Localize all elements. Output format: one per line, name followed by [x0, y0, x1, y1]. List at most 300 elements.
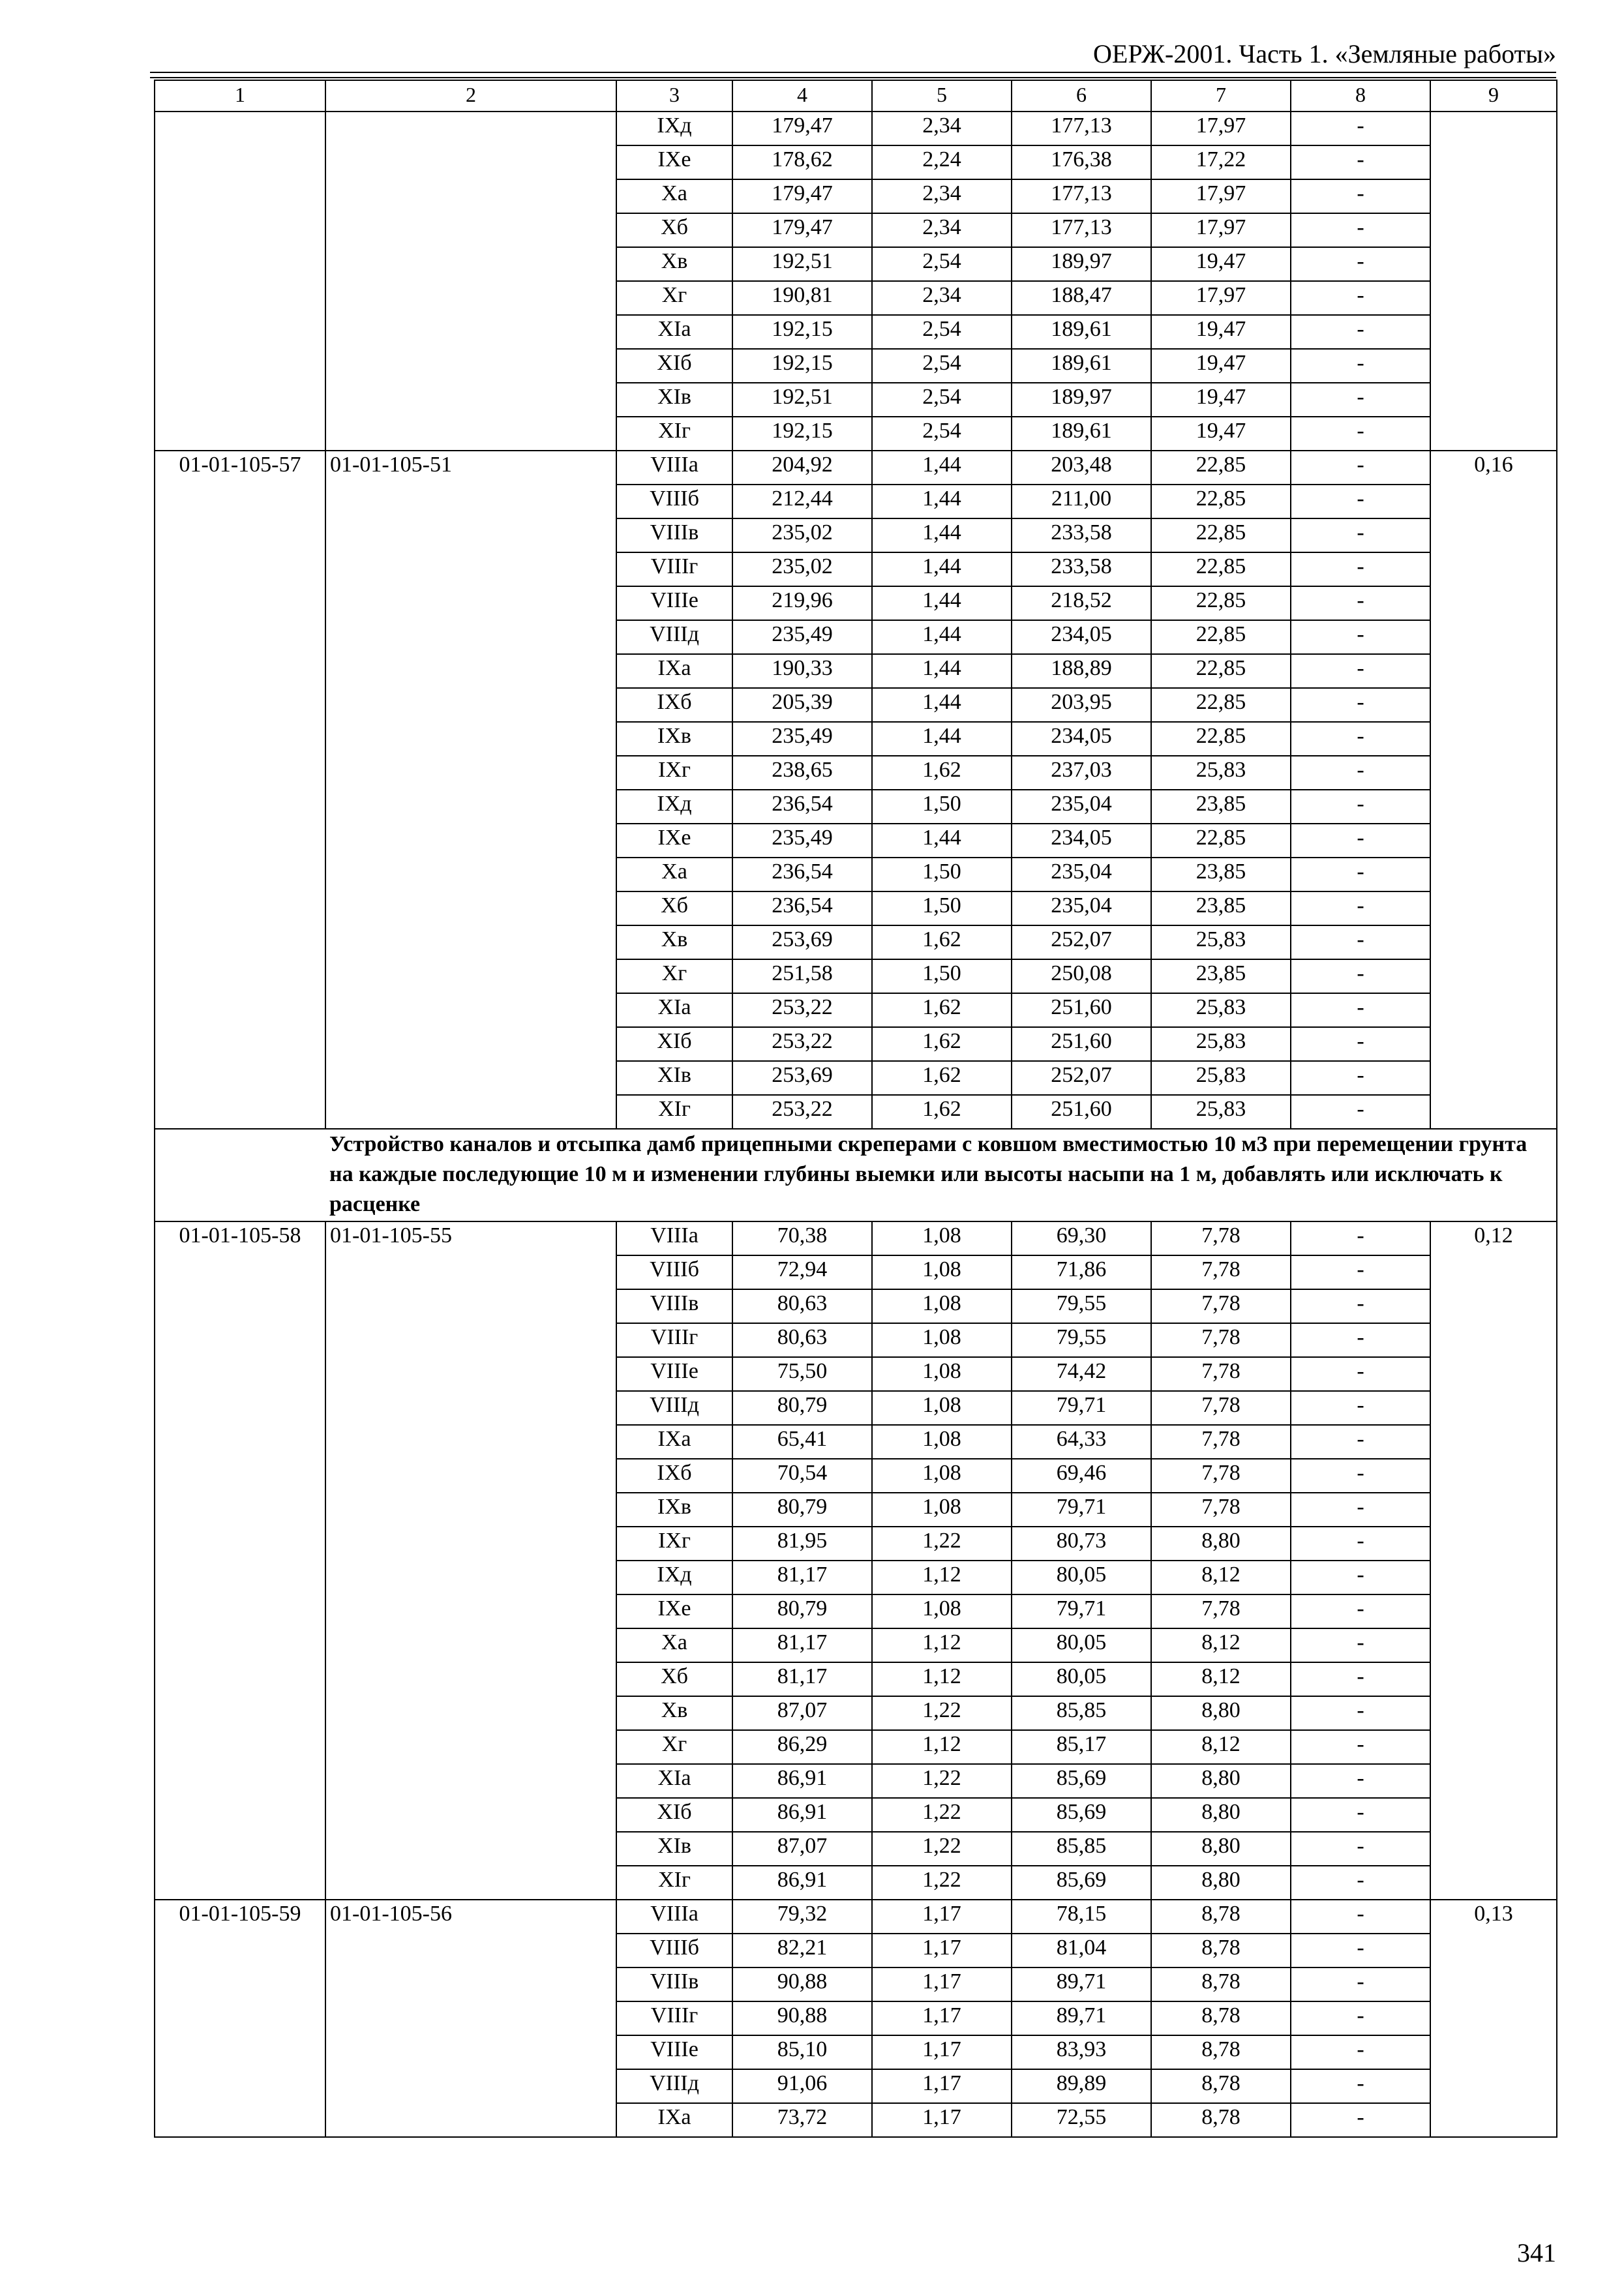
materials-cell: - — [1291, 2069, 1430, 2103]
soil-group-cell: Xа — [616, 1628, 732, 1662]
base-rate-code-cell — [325, 586, 616, 620]
soil-group-cell: XIа — [616, 1764, 732, 1798]
machine-cost-cell: 189,61 — [1012, 417, 1151, 451]
labor-cost-cell — [1430, 2103, 1557, 2137]
wages-cell: 1,62 — [872, 1027, 1012, 1061]
wages-cell: 1,08 — [872, 1221, 1012, 1255]
direct-cost-cell: 179,47 — [732, 213, 872, 247]
rate-code-cell — [155, 1391, 325, 1425]
labor-cost-cell — [1430, 1323, 1557, 1357]
rate-code-cell — [155, 1459, 325, 1493]
wages-cell: 1,17 — [872, 2103, 1012, 2137]
operator-wages-cell: 8,80 — [1151, 1866, 1291, 1900]
base-rate-code-cell — [325, 1696, 616, 1730]
labor-cost-cell — [1430, 654, 1557, 688]
wages-cell: 1,17 — [872, 2001, 1012, 2035]
operator-wages-cell: 8,78 — [1151, 2001, 1291, 2035]
machine-cost-cell: 69,46 — [1012, 1459, 1151, 1493]
direct-cost-cell: 253,69 — [732, 1061, 872, 1095]
base-rate-code-cell — [325, 1095, 616, 1129]
labor-cost-cell — [1430, 2001, 1557, 2035]
base-rate-code-cell — [325, 112, 616, 145]
soil-group-cell: Xб — [616, 1662, 732, 1696]
column-number: 5 — [872, 80, 1012, 112]
machine-cost-cell: 89,71 — [1012, 2001, 1151, 2035]
labor-cost-cell — [1430, 1493, 1557, 1527]
rate-code-cell — [155, 1764, 325, 1798]
wages-cell: 1,08 — [872, 1594, 1012, 1628]
table-row — [155, 2035, 1557, 2069]
materials-cell: - — [1291, 2001, 1430, 2035]
soil-group-cell: IXб — [616, 1459, 732, 1493]
direct-cost-cell: 75,50 — [732, 1357, 872, 1391]
base-rate-code-cell — [325, 1289, 616, 1323]
direct-cost-cell: 81,95 — [732, 1527, 872, 1561]
table-row — [155, 1527, 1557, 1561]
base-rate-code-cell — [325, 518, 616, 552]
soil-group-cell: XIв — [616, 1832, 732, 1866]
base-rate-code-cell — [325, 1628, 616, 1662]
base-rate-code-cell — [325, 213, 616, 247]
table-row — [155, 1764, 1557, 1798]
labor-cost-cell — [1430, 1967, 1557, 2001]
machine-cost-cell: 252,07 — [1012, 925, 1151, 959]
column-number: 1 — [155, 80, 325, 112]
base-rate-code-cell — [325, 552, 616, 586]
rate-code-cell — [155, 925, 325, 959]
table-row — [155, 1255, 1557, 1289]
soil-group-cell: IXг — [616, 1527, 732, 1561]
direct-cost-cell: 192,15 — [732, 417, 872, 451]
materials-cell: - — [1291, 1255, 1430, 1289]
soil-group-cell: XIа — [616, 993, 732, 1027]
labor-cost-cell — [1430, 1934, 1557, 1967]
direct-cost-cell: 65,41 — [732, 1425, 872, 1459]
wages-cell: 2,54 — [872, 383, 1012, 417]
rate-code-cell — [155, 2069, 325, 2103]
table-row — [155, 485, 1557, 518]
operator-wages-cell: 7,78 — [1151, 1425, 1291, 1459]
operator-wages-cell: 7,78 — [1151, 1221, 1291, 1255]
wages-cell: 1,22 — [872, 1764, 1012, 1798]
soil-group-cell: VIIIв — [616, 1289, 732, 1323]
machine-cost-cell: 251,60 — [1012, 993, 1151, 1027]
rate-code-cell — [155, 1832, 325, 1866]
materials-cell: - — [1291, 756, 1430, 790]
rate-code-cell — [155, 858, 325, 891]
rate-code-cell — [155, 1662, 325, 1696]
wages-cell: 2,54 — [872, 247, 1012, 281]
direct-cost-cell: 179,47 — [732, 179, 872, 213]
rate-code-cell — [155, 1594, 325, 1628]
operator-wages-cell: 25,83 — [1151, 1061, 1291, 1095]
soil-group-cell: VIIIд — [616, 1391, 732, 1425]
base-rate-code-cell: 01-01-105-55 — [325, 1221, 616, 1255]
direct-cost-cell: 205,39 — [732, 688, 872, 722]
machine-cost-cell: 189,61 — [1012, 349, 1151, 383]
labor-cost-cell — [1430, 1289, 1557, 1323]
table-row — [155, 1459, 1557, 1493]
wages-cell: 2,54 — [872, 315, 1012, 349]
machine-cost-cell: 80,05 — [1012, 1662, 1151, 1696]
soil-group-cell: VIIIа — [616, 1900, 732, 1934]
materials-cell: - — [1291, 620, 1430, 654]
rate-code-cell — [155, 349, 325, 383]
base-rate-code-cell — [325, 1594, 616, 1628]
operator-wages-cell: 23,85 — [1151, 959, 1291, 993]
wages-cell: 1,50 — [872, 790, 1012, 824]
table-row — [155, 315, 1557, 349]
operator-wages-cell: 8,80 — [1151, 1696, 1291, 1730]
rate-code-cell — [155, 1061, 325, 1095]
machine-cost-cell: 89,89 — [1012, 2069, 1151, 2103]
direct-cost-cell: 235,49 — [732, 620, 872, 654]
operator-wages-cell: 8,80 — [1151, 1527, 1291, 1561]
labor-cost-cell — [1430, 281, 1557, 315]
materials-cell: - — [1291, 790, 1430, 824]
wages-cell: 1,08 — [872, 1493, 1012, 1527]
soil-group-cell: VIIIв — [616, 1967, 732, 2001]
labor-cost-cell — [1430, 247, 1557, 281]
materials-cell: - — [1291, 1934, 1430, 1967]
machine-cost-cell: 177,13 — [1012, 179, 1151, 213]
labor-cost-cell — [1430, 1730, 1557, 1764]
column-number: 6 — [1012, 80, 1151, 112]
materials-cell: - — [1291, 485, 1430, 518]
table-row — [155, 925, 1557, 959]
labor-cost-cell — [1430, 552, 1557, 586]
direct-cost-cell: 235,02 — [732, 552, 872, 586]
soil-group-cell: VIIIб — [616, 1255, 732, 1289]
materials-cell: - — [1291, 1027, 1430, 1061]
labor-cost-cell — [1430, 145, 1557, 179]
machine-cost-cell: 72,55 — [1012, 2103, 1151, 2137]
machine-cost-cell: 234,05 — [1012, 620, 1151, 654]
table-row — [155, 1323, 1557, 1357]
operator-wages-cell: 22,85 — [1151, 586, 1291, 620]
machine-cost-cell: 251,60 — [1012, 1095, 1151, 1129]
labor-cost-cell — [1430, 790, 1557, 824]
base-rate-code-cell — [325, 654, 616, 688]
soil-group-cell: XIв — [616, 383, 732, 417]
soil-group-cell: VIIIе — [616, 1357, 732, 1391]
base-rate-code-cell — [325, 417, 616, 451]
direct-cost-cell: 86,91 — [732, 1798, 872, 1832]
labor-cost-cell — [1430, 518, 1557, 552]
machine-cost-cell: 71,86 — [1012, 1255, 1151, 1289]
base-rate-code-cell — [325, 1934, 616, 1967]
base-rate-code-cell — [325, 1764, 616, 1798]
materials-cell: - — [1291, 1527, 1430, 1561]
direct-cost-cell: 192,51 — [732, 247, 872, 281]
materials-cell: - — [1291, 722, 1430, 756]
labor-cost-cell — [1430, 891, 1557, 925]
machine-cost-cell: 80,05 — [1012, 1561, 1151, 1594]
materials-cell: - — [1291, 959, 1430, 993]
wages-cell: 1,22 — [872, 1798, 1012, 1832]
machine-cost-cell: 80,05 — [1012, 1628, 1151, 1662]
machine-cost-cell: 233,58 — [1012, 552, 1151, 586]
wages-cell: 2,54 — [872, 417, 1012, 451]
base-rate-code-cell — [325, 858, 616, 891]
operator-wages-cell: 25,83 — [1151, 756, 1291, 790]
table-row — [155, 1798, 1557, 1832]
base-rate-code-cell — [325, 925, 616, 959]
machine-cost-cell: 79,55 — [1012, 1323, 1151, 1357]
materials-cell: - — [1291, 1730, 1430, 1764]
machine-cost-cell: 237,03 — [1012, 756, 1151, 790]
materials-cell: - — [1291, 247, 1430, 281]
materials-cell: - — [1291, 891, 1430, 925]
direct-cost-cell: 235,02 — [732, 518, 872, 552]
base-rate-code-cell — [325, 790, 616, 824]
header-rule-double — [150, 77, 1556, 78]
labor-cost-cell: 0,13 — [1430, 1900, 1557, 1934]
soil-group-cell: VIIIд — [616, 620, 732, 654]
machine-cost-cell: 78,15 — [1012, 1900, 1151, 1934]
rate-code-cell — [155, 756, 325, 790]
wages-cell: 1,62 — [872, 1095, 1012, 1129]
table-row — [155, 1696, 1557, 1730]
column-number: 2 — [325, 80, 616, 112]
machine-cost-cell: 189,97 — [1012, 383, 1151, 417]
operator-wages-cell: 25,83 — [1151, 993, 1291, 1027]
wages-cell: 1,22 — [872, 1832, 1012, 1866]
operator-wages-cell: 8,12 — [1151, 1628, 1291, 1662]
operator-wages-cell: 7,78 — [1151, 1323, 1291, 1357]
direct-cost-cell: 72,94 — [732, 1255, 872, 1289]
rate-code-cell — [155, 1027, 325, 1061]
rate-code-cell — [155, 620, 325, 654]
direct-cost-cell: 81,17 — [732, 1561, 872, 1594]
operator-wages-cell: 8,80 — [1151, 1764, 1291, 1798]
rate-code-cell — [155, 1527, 325, 1561]
rate-code-cell — [155, 1967, 325, 2001]
rate-code-cell — [155, 2035, 325, 2069]
rate-code-cell — [155, 315, 325, 349]
direct-cost-cell: 212,44 — [732, 485, 872, 518]
wages-cell: 1,44 — [872, 451, 1012, 485]
labor-cost-cell — [1430, 383, 1557, 417]
wages-cell: 1,22 — [872, 1527, 1012, 1561]
materials-cell: - — [1291, 1493, 1430, 1527]
soil-group-cell: XIг — [616, 1095, 732, 1129]
machine-cost-cell: 203,95 — [1012, 688, 1151, 722]
base-rate-code-cell — [325, 1255, 616, 1289]
wages-cell: 1,08 — [872, 1425, 1012, 1459]
base-rate-code-cell — [325, 1967, 616, 2001]
base-rate-code-cell — [325, 383, 616, 417]
table-row — [155, 2069, 1557, 2103]
rate-code-cell — [155, 1628, 325, 1662]
materials-cell: - — [1291, 179, 1430, 213]
machine-cost-cell: 234,05 — [1012, 824, 1151, 858]
soil-group-cell: XIб — [616, 1027, 732, 1061]
direct-cost-cell: 73,72 — [732, 2103, 872, 2137]
materials-cell: - — [1291, 213, 1430, 247]
soil-group-cell: IXв — [616, 1493, 732, 1527]
rate-code-cell — [155, 1730, 325, 1764]
machine-cost-cell: 79,71 — [1012, 1594, 1151, 1628]
base-rate-code-cell — [325, 1561, 616, 1594]
materials-cell: - — [1291, 1323, 1430, 1357]
table-row — [155, 1493, 1557, 1527]
table-row — [155, 2001, 1557, 2035]
table-row — [155, 824, 1557, 858]
machine-cost-cell: 203,48 — [1012, 451, 1151, 485]
rates-table — [154, 80, 1557, 2138]
base-rate-code-cell — [325, 247, 616, 281]
materials-cell: - — [1291, 281, 1430, 315]
machine-cost-cell: 233,58 — [1012, 518, 1151, 552]
wages-cell: 1,22 — [872, 1696, 1012, 1730]
wages-cell: 1,62 — [872, 1061, 1012, 1095]
table-row — [155, 586, 1557, 620]
table-row — [155, 654, 1557, 688]
materials-cell: - — [1291, 1061, 1430, 1095]
wages-cell: 2,54 — [872, 349, 1012, 383]
base-rate-code-cell — [325, 281, 616, 315]
operator-wages-cell: 7,78 — [1151, 1357, 1291, 1391]
direct-cost-cell: 81,17 — [732, 1662, 872, 1696]
table-row — [155, 1561, 1557, 1594]
direct-cost-cell: 87,07 — [732, 1696, 872, 1730]
table-row — [155, 1357, 1557, 1391]
soil-group-cell: VIIIг — [616, 552, 732, 586]
direct-cost-cell: 91,06 — [732, 2069, 872, 2103]
soil-group-cell: Xб — [616, 891, 732, 925]
machine-cost-cell: 80,73 — [1012, 1527, 1151, 1561]
direct-cost-cell: 80,79 — [732, 1493, 872, 1527]
wages-cell: 2,34 — [872, 213, 1012, 247]
labor-cost-cell — [1430, 1594, 1557, 1628]
labor-cost-cell — [1430, 959, 1557, 993]
machine-cost-cell: 85,85 — [1012, 1696, 1151, 1730]
table-row — [155, 145, 1557, 179]
operator-wages-cell: 8,78 — [1151, 2069, 1291, 2103]
labor-cost-cell — [1430, 1255, 1557, 1289]
machine-cost-cell: 177,13 — [1012, 213, 1151, 247]
rate-code-cell — [155, 2103, 325, 2137]
labor-cost-cell — [1430, 1391, 1557, 1425]
wages-cell: 1,17 — [872, 2069, 1012, 2103]
soil-group-cell: IXе — [616, 145, 732, 179]
base-rate-code-cell — [325, 1832, 616, 1866]
labor-cost-cell — [1430, 349, 1557, 383]
direct-cost-cell: 235,49 — [732, 722, 872, 756]
rate-code-cell — [155, 417, 325, 451]
materials-cell: - — [1291, 383, 1430, 417]
operator-wages-cell: 25,83 — [1151, 925, 1291, 959]
base-rate-code-cell — [325, 1527, 616, 1561]
soil-group-cell: IXв — [616, 722, 732, 756]
operator-wages-cell: 22,85 — [1151, 518, 1291, 552]
machine-cost-cell: 235,04 — [1012, 858, 1151, 891]
wages-cell: 1,08 — [872, 1323, 1012, 1357]
rate-code-cell — [155, 1289, 325, 1323]
soil-group-cell: IXа — [616, 1425, 732, 1459]
wages-cell: 1,12 — [872, 1628, 1012, 1662]
materials-cell: - — [1291, 1798, 1430, 1832]
table-row — [155, 518, 1557, 552]
materials-cell: - — [1291, 1459, 1430, 1493]
direct-cost-cell: 190,33 — [732, 654, 872, 688]
direct-cost-cell: 79,32 — [732, 1900, 872, 1934]
operator-wages-cell: 7,78 — [1151, 1255, 1291, 1289]
machine-cost-cell: 189,97 — [1012, 247, 1151, 281]
machine-cost-cell: 85,69 — [1012, 1764, 1151, 1798]
labor-cost-cell — [1430, 1095, 1557, 1129]
direct-cost-cell: 85,10 — [732, 2035, 872, 2069]
section-title: Устройство каналов и отсыпка дамб прицепными скреперами с ковшом вместимостью 10 м3 при перемещении грунта на каждые последующие 10 м и изменении глубины выемки или высоты насыпи на 1 м, добавлять или исключать к расценке — [325, 1129, 1557, 1221]
column-number: 4 — [732, 80, 872, 112]
operator-wages-cell: 7,78 — [1151, 1289, 1291, 1323]
column-number: 9 — [1430, 80, 1557, 112]
table-row — [155, 1730, 1557, 1764]
wages-cell: 1,12 — [872, 1730, 1012, 1764]
soil-group-cell: VIIIг — [616, 1323, 732, 1357]
rate-code-cell: 01-01-105-59 — [155, 1900, 325, 1934]
base-rate-code-cell — [325, 620, 616, 654]
soil-group-cell: Xг — [616, 959, 732, 993]
base-rate-code-cell — [325, 485, 616, 518]
soil-group-cell: Xг — [616, 281, 732, 315]
operator-wages-cell: 17,97 — [1151, 213, 1291, 247]
table-row — [155, 1391, 1557, 1425]
materials-cell: - — [1291, 2035, 1430, 2069]
materials-cell: - — [1291, 552, 1430, 586]
base-rate-code-cell — [325, 1730, 616, 1764]
materials-cell: - — [1291, 824, 1430, 858]
column-number-row — [155, 80, 1557, 112]
machine-cost-cell: 85,17 — [1012, 1730, 1151, 1764]
materials-cell: - — [1291, 417, 1430, 451]
soil-group-cell: VIIIа — [616, 451, 732, 485]
rate-code-cell: 01-01-105-57 — [155, 451, 325, 485]
table-row — [155, 891, 1557, 925]
materials-cell: - — [1291, 1357, 1430, 1391]
table-row — [155, 993, 1557, 1027]
machine-cost-cell: 251,60 — [1012, 1027, 1151, 1061]
labor-cost-cell — [1430, 925, 1557, 959]
wages-cell: 1,17 — [872, 1934, 1012, 1967]
rate-code-cell — [155, 1493, 325, 1527]
soil-group-cell: Xб — [616, 213, 732, 247]
operator-wages-cell: 8,78 — [1151, 1934, 1291, 1967]
rate-code-cell — [155, 959, 325, 993]
base-rate-code-cell — [325, 993, 616, 1027]
materials-cell: - — [1291, 1391, 1430, 1425]
operator-wages-cell: 25,83 — [1151, 1095, 1291, 1129]
base-rate-code-cell — [325, 1662, 616, 1696]
wages-cell: 1,08 — [872, 1289, 1012, 1323]
wages-cell: 1,08 — [872, 1255, 1012, 1289]
materials-cell: - — [1291, 1900, 1430, 1934]
rate-code-cell — [155, 1425, 325, 1459]
wages-cell: 1,17 — [872, 1967, 1012, 2001]
soil-group-cell: VIIIд — [616, 2069, 732, 2103]
section-blank-cell — [155, 1129, 325, 1221]
labor-cost-cell: 0,12 — [1430, 1221, 1557, 1255]
table-row — [155, 349, 1557, 383]
rate-code-cell — [155, 654, 325, 688]
direct-cost-cell: 253,22 — [732, 1095, 872, 1129]
labor-cost-cell — [1430, 1628, 1557, 1662]
labor-cost-cell — [1430, 112, 1557, 145]
direct-cost-cell: 86,91 — [732, 1764, 872, 1798]
soil-group-cell: IXе — [616, 1594, 732, 1628]
table-row — [155, 1628, 1557, 1662]
